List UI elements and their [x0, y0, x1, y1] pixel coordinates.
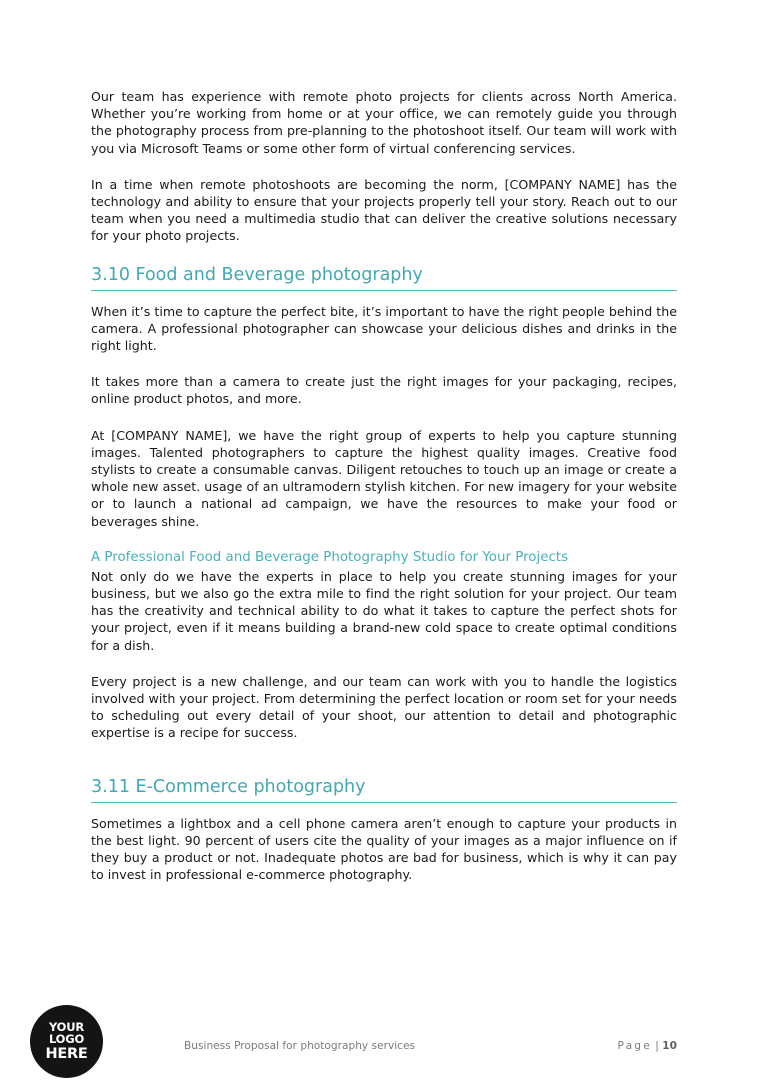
section-heading-block-310: [91, 264, 677, 291]
paragraph-311-1: Sometimes a lightbox and a cell phone camera aren’t enough to capture your products in the best light. 90 percent of users cite the quality of your images as a major influence on if they buy a product or not. Inadequate photos are bad for business, which is why it can pay to invest in professional e-commerce photography.: [91, 815, 677, 883]
logo-line-1: YOUR: [48, 1019, 85, 1034]
footer-document-title: Business Proposal for photography services: [184, 1040, 416, 1052]
footer-page-indicator: [617, 1040, 677, 1052]
footer-inner: [184, 1040, 677, 1052]
paragraph-310-3: At [COMPANY NAME], we have the right group of experts to help you capture stunning images. Talented photographers to capture the highest quality images. Creative food stylists to create a consumable canvas. Diligent retouches to touch up an image or create a whole new asset. usage of an ultramodern stylish kitchen. For new imagery for your website or to launch a national ad campaign, we have the resources to make your food or beverages shine.: [91, 427, 677, 529]
paragraph-310-2: It takes more than a camera to create just the right images for your packaging, recipes, online product photos, and more.: [91, 374, 677, 407]
section-heading-311: 3.11 E-Commerce photography: [91, 776, 677, 803]
paragraph-310-sub-2: Every project is a new challenge, and our team can work with you to handle the logistics involved with your project. From determining the perfect location or room set for your needs to scheduling out every detail of your shoot, our attention to detail and photographic expertise is a recipe for success.: [91, 673, 677, 741]
logo-line-3: HERE: [45, 1045, 88, 1062]
sub-heading-food-beverage-studio: A Professional Food and Beverage Photography Studio for Your Projects: [91, 549, 569, 565]
paragraph-310-1: When it’s time to capture the perfect bite, it’s important to have the right people behind the camera. A professional photographer can showcase your delicious dishes and drinks in the right light.: [91, 303, 677, 354]
logo-line-2: LOGO: [48, 1032, 85, 1047]
paragraph-intro-1: Our team has experience with remote photo projects for clients across North America. Whether you’re working from home or at your office, we can remotely guide you through the photography process from pre-planning to the photoshoot itself. Our team will work with you via Microsoft Teams or some other form of virtual conferencing services.: [91, 89, 677, 156]
section-heading-block-311: [91, 776, 677, 803]
footer-page-separator: |: [651, 1040, 663, 1052]
footer-page-label: Page: [617, 1040, 652, 1052]
paragraph-intro-2: In a time when remote photoshoots are becoming the norm, [COMPANY NAME] has the technology and ability to ensure that your projects properly tell your story. Reach out to our team when you need a multimedia studio that can deliver the creative solutions necessary for your photo projects.: [91, 176, 677, 244]
page-footer: [0, 1040, 768, 1070]
section-heading-310: 3.10 Food and Beverage photography: [91, 264, 677, 291]
page-content: [91, 88, 677, 903]
paragraph-310-sub-1: Not only do we have the experts in place to help you create stunning images for your business, but we also go the extra mile to find the right solution for your project. Our team has the creativity and technical ability to do what it takes to capture the perfect shots for your project, even if it means building a brand-new cold space to create optimal conditions for a dish.: [91, 568, 677, 653]
footer-page-number: 10: [662, 1040, 677, 1052]
